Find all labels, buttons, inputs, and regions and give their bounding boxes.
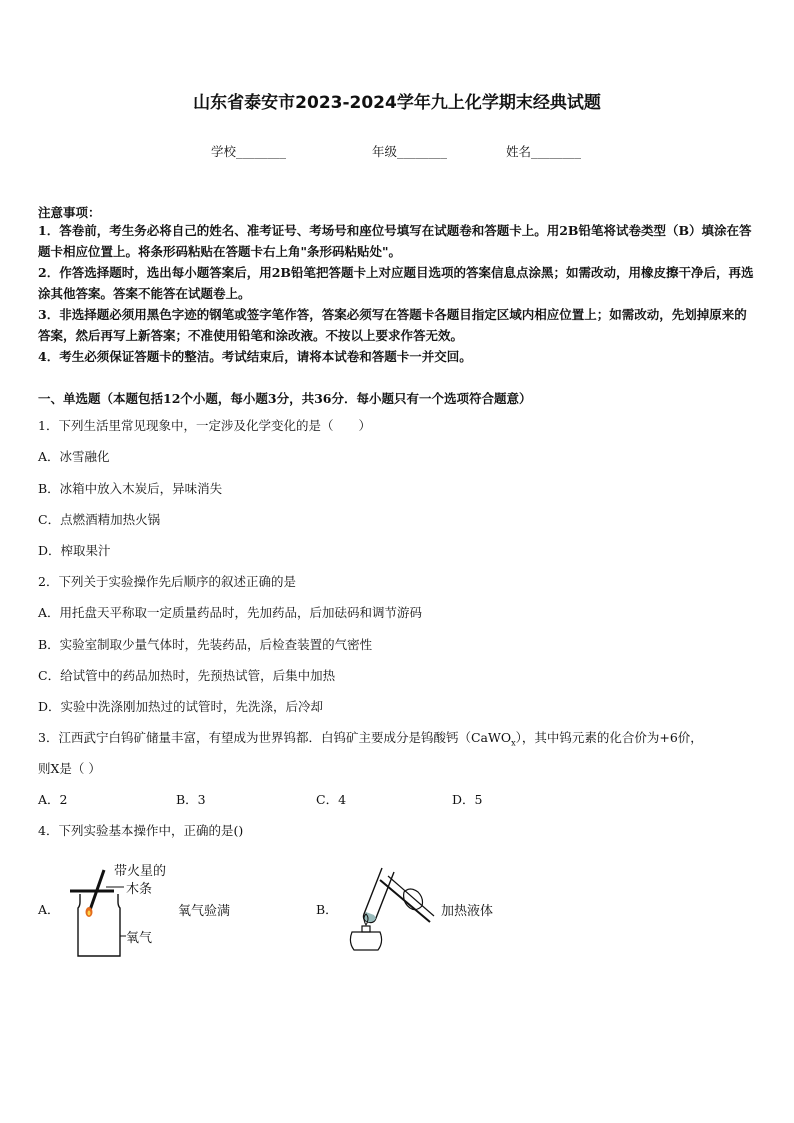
heating-liquid-diagram xyxy=(338,862,438,960)
caption-heating-liquid: 加热液体 xyxy=(441,904,494,919)
question-2-stem: 2．下列关于实验操作先后顺序的叙述正确的是 xyxy=(38,574,296,589)
label-oxygen: 氧气 xyxy=(126,931,153,946)
question-3-stem: 3．江西武宁白钨矿储量丰富，有望成为世界钨都．白钨矿主要成分是钨酸钙（CaWO$_x$），其中钨元素的化合价为+6价， xyxy=(38,730,703,748)
question-3-option-d: D．5 xyxy=(452,792,483,807)
note-item-4: 4．考生必须保证答题卡的整洁。考试结束后，请将本试卷和答题卡一并交回。 xyxy=(38,349,472,364)
question-3-option-b: B．3 xyxy=(176,792,206,807)
question-2-option-d: D．实验中洗涤刚加热过的试管时，先洗涤，后冷却 xyxy=(38,699,324,714)
question-2-option-a: A．用托盘天平称取一定质量药品时，先加药品，后加砝码和调节游码 xyxy=(38,605,423,620)
question-1-option-b: B．冰箱中放入木炭后，异味消失 xyxy=(38,481,223,496)
caption-oxygen-check: 氧气验满 xyxy=(178,904,231,919)
question-3-option-a: A．2 xyxy=(38,792,68,807)
label-glowing-splint: 带火星的 xyxy=(114,864,167,879)
question-2-option-b: B．实验室制取少量气体时，先装药品，后检查装置的气密性 xyxy=(38,637,373,652)
question-1-option-a: A．冰雪融化 xyxy=(38,449,110,464)
grade-field: 年级________ xyxy=(372,144,448,159)
oxygen-jar-diagram xyxy=(66,866,130,962)
question-3-option-c: C．4 xyxy=(316,792,347,807)
note-item-1: 1．答卷前，考生务必将自己的姓名、准考证号、考场号和座位号填写在试题卷和答题卡上。用2B铅笔将试卷类型（B）填涂在答题卡相应位置上。将条形码粘贴在答题卡右上角"条形码粘贴处"。 xyxy=(38,223,752,259)
question-4-option-a-letter: A． xyxy=(38,902,60,917)
label-splint: 木条 xyxy=(126,882,153,897)
question-4-option-b-letter: B． xyxy=(316,902,338,917)
question-1-stem: 1．下列生活里常见现象中，一定涉及化学变化的是（ ） xyxy=(38,418,371,433)
notes-heading: 注意事项： xyxy=(38,205,101,220)
school-field: 学校________ xyxy=(211,144,287,159)
section-heading: 一、单选题（本题包括12个小题，每小题3分，共36分．每小题只有一个选项符合题意） xyxy=(38,391,532,406)
note-item-2: 2．作答选择题时，选出每小题答案后，用2B铅笔把答题卡上对应题目选项的答案信息点涂黑；如需改动，用橡皮擦干净后，再选涂其他答案。答案不能答在试题卷上。 xyxy=(38,265,754,301)
page-title: 山东省泰安市2023-2024学年九上化学期末经典试题 xyxy=(193,93,601,113)
question-1-option-c: C．点燃酒精加热火锅 xyxy=(38,512,161,527)
question-3-stem-line2: 则X是（ ） xyxy=(38,761,101,776)
note-item-3: 3．非选择题必须用黑色字迹的钢笔或签字笔作答，答案必须写在答题卡各题目指定区域内相应位置上；如需改动，先划掉原来的答案，然后再写上新答案；不准使用铅笔和涂改液。不按以上要求作答无效。 xyxy=(38,307,747,343)
question-4-stem: 4．下列实验基本操作中，正确的是() xyxy=(38,823,244,838)
name-field: 姓名________ xyxy=(506,144,582,159)
question-1-option-d: D．榨取果汁 xyxy=(38,543,111,558)
question-2-option-c: C．给试管中的药品加热时，先预热试管，后集中加热 xyxy=(38,668,336,683)
